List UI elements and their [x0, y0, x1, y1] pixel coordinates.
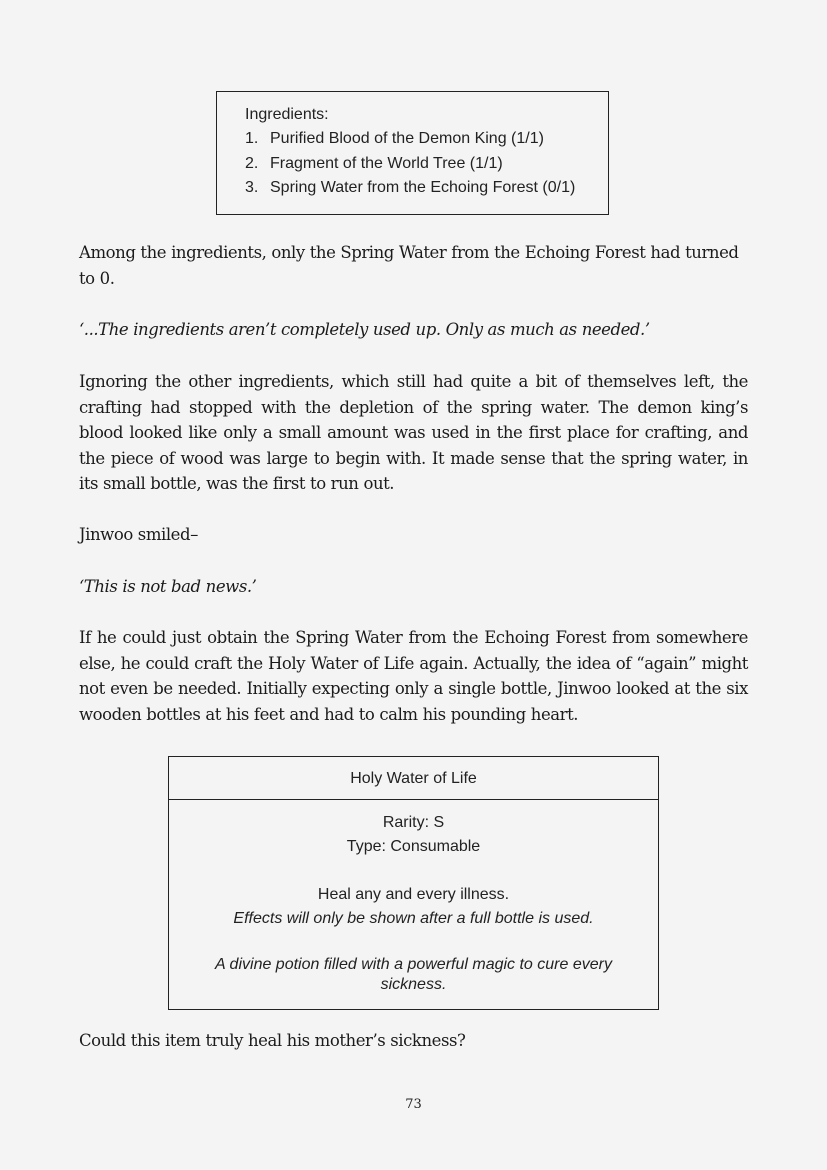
- ingredients-list: [245, 127, 575, 201]
- paragraph: Ignoring the other ingredients, which still had quite a bit of themselves left, the crafting had stopped with the depletion of the spring water. The demon king’s blood looked like only a small amount was used in the first place for crafting, and the piece of wood was large to begin with. It made sense that the spring water, in its small bottle, was the first to run out.: [79, 372, 748, 494]
- ingredient-number: 3.: [245, 179, 259, 196]
- ingredient-text: Spring Water from the Echoing Forest (0/1): [270, 179, 576, 196]
- ingredient-item: [245, 176, 575, 201]
- item-lore: A divine potion filled with a powerful magic to cure every sickness.: [215, 956, 612, 993]
- thought-paragraph: ‘This is not bad news.’: [79, 577, 257, 596]
- paragraph: Could this item truly heal his mother’s sickness?: [79, 1031, 466, 1050]
- ingredient-text: Purified Blood of the Demon King (1/1): [270, 130, 544, 147]
- ingredients-title: Ingredients:: [245, 106, 329, 123]
- ingredients-box: [216, 91, 609, 215]
- item-rarity: Rarity: S: [382, 814, 445, 831]
- thought-paragraph: ‘...The ingredients aren’t completely used up. Only as much as needed.’: [79, 320, 650, 339]
- item-effect-note: Effects will only be shown after a full bottle is used.: [233, 910, 594, 927]
- item-details: [169, 811, 658, 995]
- ingredient-item: [245, 127, 575, 152]
- ingredient-number: 1.: [245, 130, 259, 147]
- item-name: Holy Water of Life: [169, 757, 658, 800]
- page-number: 73: [405, 1097, 422, 1112]
- ingredient-number: 2.: [245, 154, 259, 172]
- ingredient-item: [245, 152, 575, 177]
- item-info-box: [168, 756, 659, 1010]
- ingredient-text: Fragment of the World Tree (1/1): [270, 154, 503, 172]
- paragraph: If he could just obtain the Spring Water from the Echoing Forest from somewhere else, he could craft the Holy Water of Life again. Actually, the idea of “again” might not even be needed. Initially expecting only a single bottle, Jinwoo looked at the six wooden bottles at his feet and had to calm his pounding heart.: [79, 628, 748, 724]
- item-effect: Heal any and every illness.: [317, 886, 510, 903]
- paragraph: Among the ingredients, only the Spring Water from the Echoing Forest had turned to 0.: [79, 243, 739, 288]
- paragraph: Jinwoo smiled–: [79, 525, 198, 544]
- item-type: Type: Consumable: [346, 838, 481, 855]
